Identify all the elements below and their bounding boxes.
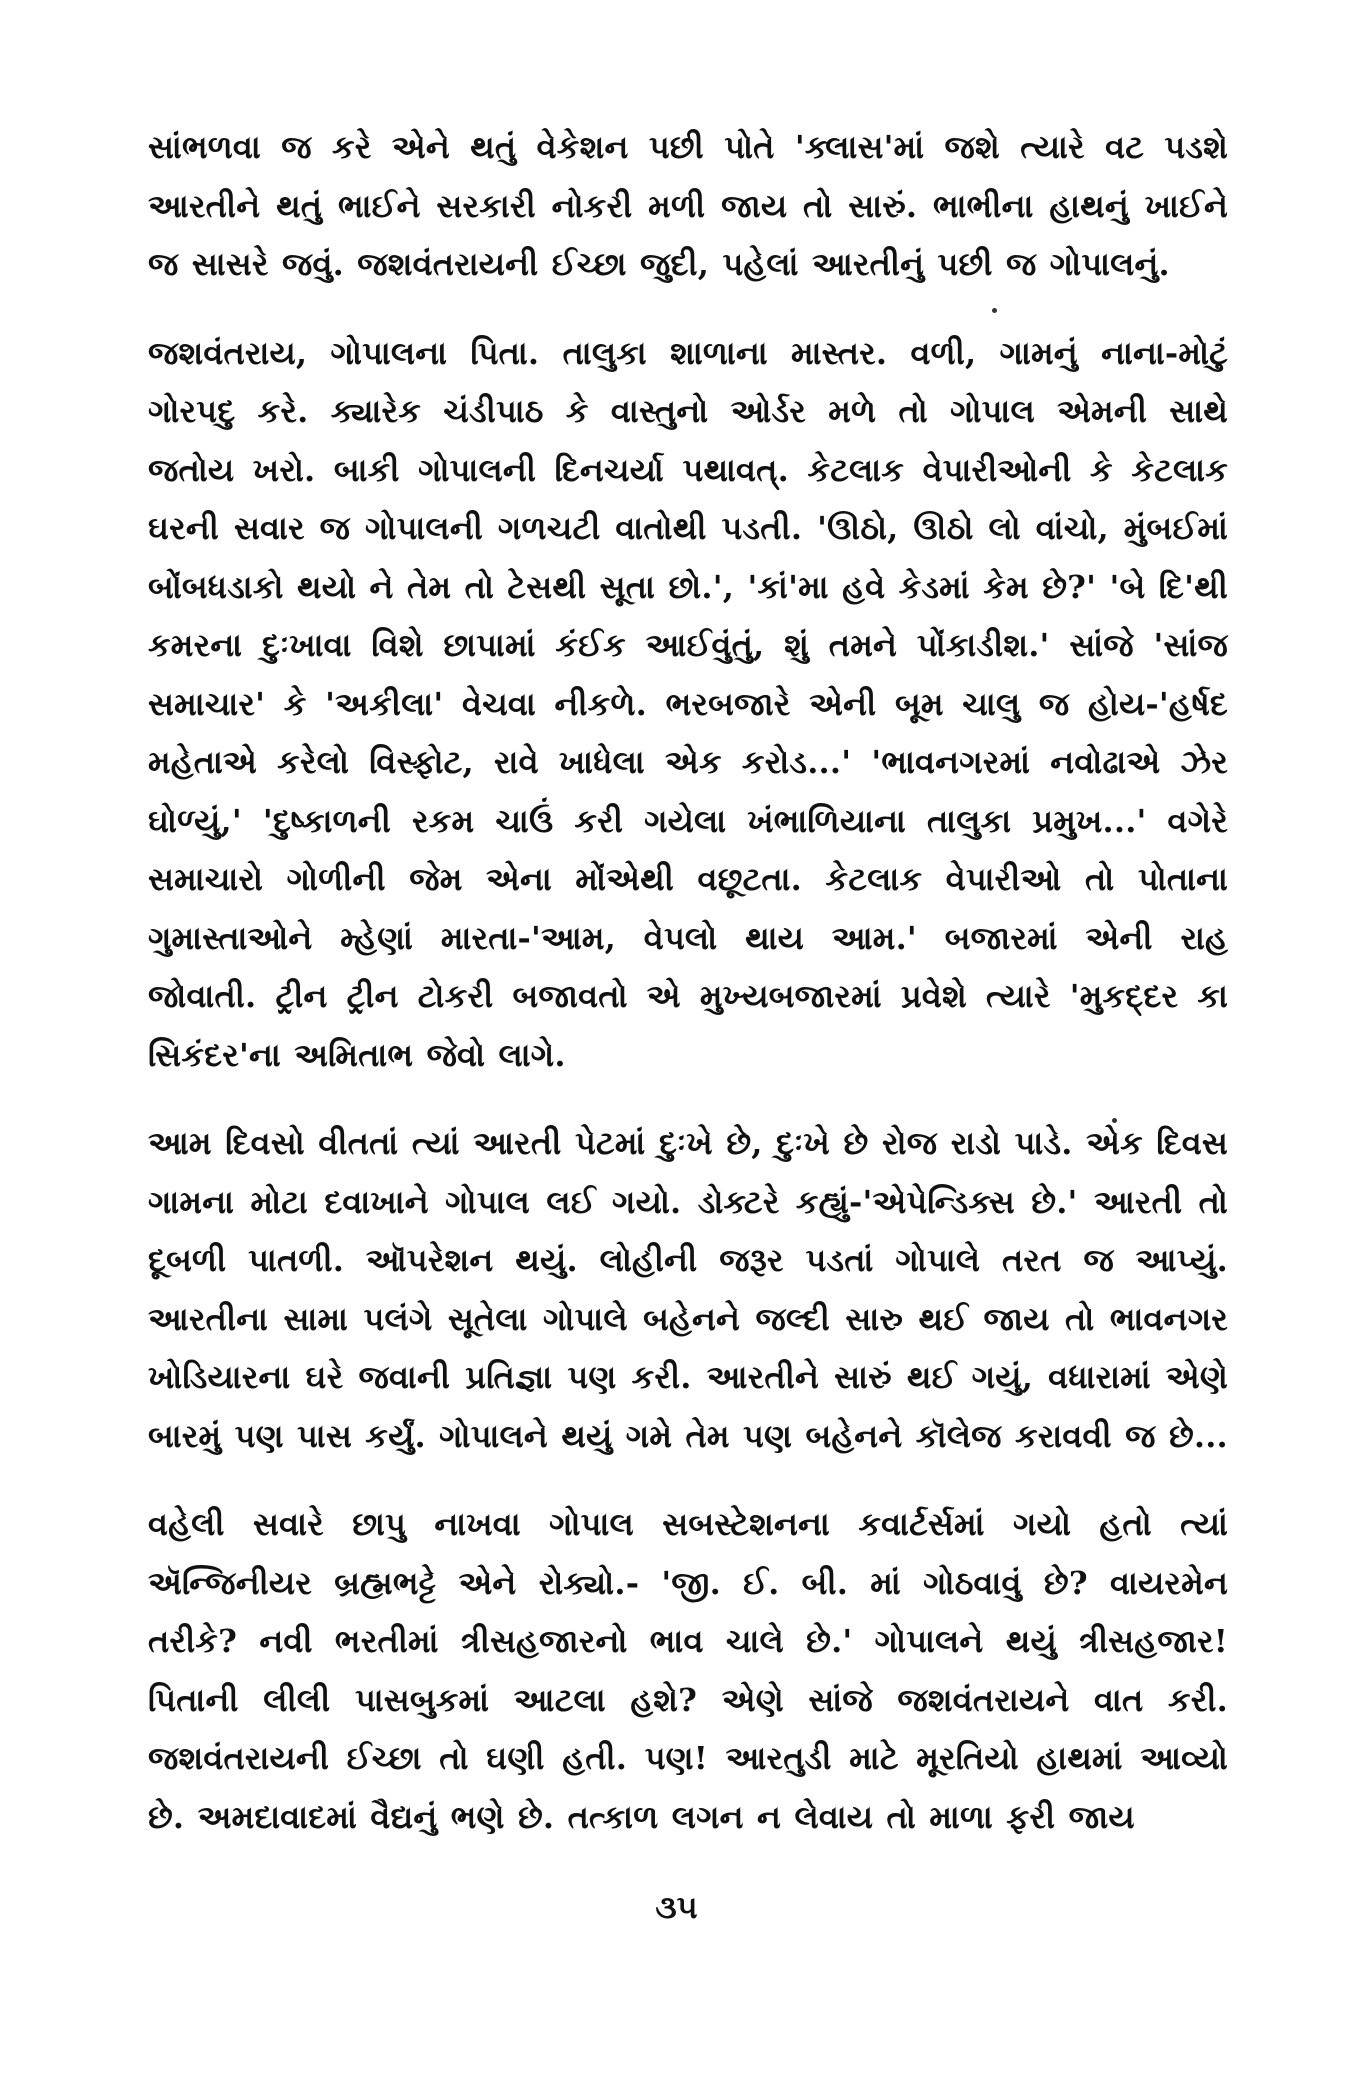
paragraph-1: સાંભળવા જ કરે એને થતું વેકેશન પછી પોતે 'ક્લાસ'માં જશે ત્યારે વટ પડશે આરતીને થતું ભાઈને સરકારી નોકરી મળી જાય તો સારું. ભાભીના હાથનું ખાઈને જ સાસરે જવું. જશવંતરાયની ઈચ્છા જુદી, પહેલાં આરતીનું પછી જ ગોપાલનું. (148, 128, 1228, 283)
page-number: ૩૫ (655, 1888, 698, 1926)
paragraph-2: જશવંતરાય, ગોપાલના પિતા. તાલુકા શાળાના માસ્તર. વળી, ગામનું નાના-મોટું ગોરપદુ કરે. ક્યારેક ચંડીપાઠ કે વાસ્તુનો ઓર્ડર મળે તો ગોપાલ એમની સાથે જતોય ખરો. બાકી ગોપાલની દિનચર્યા પથાવત્. કેટલાક વેપારીઓની કે કેટલાક ઘરની સવાર જ ગોપાલની ગળચટી વાતોથી પડતી. 'ઊઠો, ઊઠો લો વાંચો, મુંબઈમાં બોંબધડાકો થયો ને તેમ તો ટેસથી સૂતા છો.', 'કાં'મા હવે કેડમાં કેમ છે?' 'બે દિ'થી કમરના દુઃખાવા વિશે છાપામાં કંઈક આઈવુંતું, શું તમને પોંકાડીશ.' સાંજે 'સાંજ સમાચાર' કે 'અકીલા' વેચવા નીકળે. ભરબજારે એની બૂમ ચાલુ જ હોય-'હર્ષદ મહેતાએ કરેલો વિસ્ફોટ, રાવે ખાધેલા એક કરોડ...' 'ભાવનગરમાં નવોઢાએ ઝેર ઘોળ્યું,' 'દુષ્કાળની રકમ ચાઉં કરી ગયેલા ખંભાળિયાના તાલુકા પ્રમુખ...' વગેરે સમાચારો ગોળીની જેમ એના મોંએથી વછૂટતા. કેટલાક વેપારીઓ તો પોતાના ગુમાસ્તાઓને મ્હેણાં મારતા-'આમ, વેપલો થાય આમ.' બજારમાં એની રાહ જોવાતી. ટ્રીન ટ્રીન ટોકરી બજાવતો એ મુખ્યબજારમાં પ્રવેશે ત્યારે 'મુકદ્દર કા સિકંદર'ના અમિતાભ જેવો લાગે. (148, 333, 1228, 1074)
paragraph-4: વહેલી સવારે છાપુ નાખવા ગોપાલ સબસ્ટેશનના કવાર્ટર્સમાં ગયો હતો ત્યાં ઍન્જિનીયર બ્રહ્મભટ્ટે એને રોક્યો.- 'જી. ઈ. બી. માં ગોઠવાવું છે? વાયરમેન તરીકે? નવી ભરતીમાં ત્રીસહજારનો ભાવ ચાલે છે.' ગોપાલને થયું ત્રીસહજાર! પિતાની લીલી પાસબુકમાં આટલા હશે? એણે સાંજે જશવંતરાયને વાત કરી. જશવંતરાયની ઈચ્છા તો ઘણી હતી. પણ! આરતુડી માટે મૂરતિયો હાથમાં આવ્યો છે. અમદાવાદમાં વૈદ્યનું ભણે છે. તત્કાળ લગન ન લેવાય તો માળા ફરી જાય (148, 1505, 1228, 1836)
paragraph-3: આમ દિવસો વીતતાં ત્યાં આરતી પેટમાં દુઃખે છે, દુઃખે છે રોજ રાડો પાડે. એક દિવસ ગામના મોટા દવાખાને ગોપાલ લઈ ગયો. ડોક્ટરે કહ્યું-'એપેન્ડિક્સ છે.' આરતી તો દૂબળી પાતળી. ઑપરેશન થયું. લોહીની જરૂર પડતાં ગોપાલે તરત જ આપ્યું. આરતીના સામા પલંગે સૂતેલા ગોપાલે બહેનને જલ્દી સારુ થઈ જાય તો ભાવનગર ખોડિયારના ઘરે જવાની પ્રતિજ્ઞા પણ કરી. આરતીને સારું થઈ ગયું, વધારામાં એણે બારમું પણ પાસ કર્યું. ગોપાલને થયું ગમે તેમ પણ બહેનને કૉલેજ કરાવવી જ છે... (148, 1124, 1228, 1455)
ink-speck (1112, 1118, 1117, 1123)
ink-speck (992, 308, 997, 313)
